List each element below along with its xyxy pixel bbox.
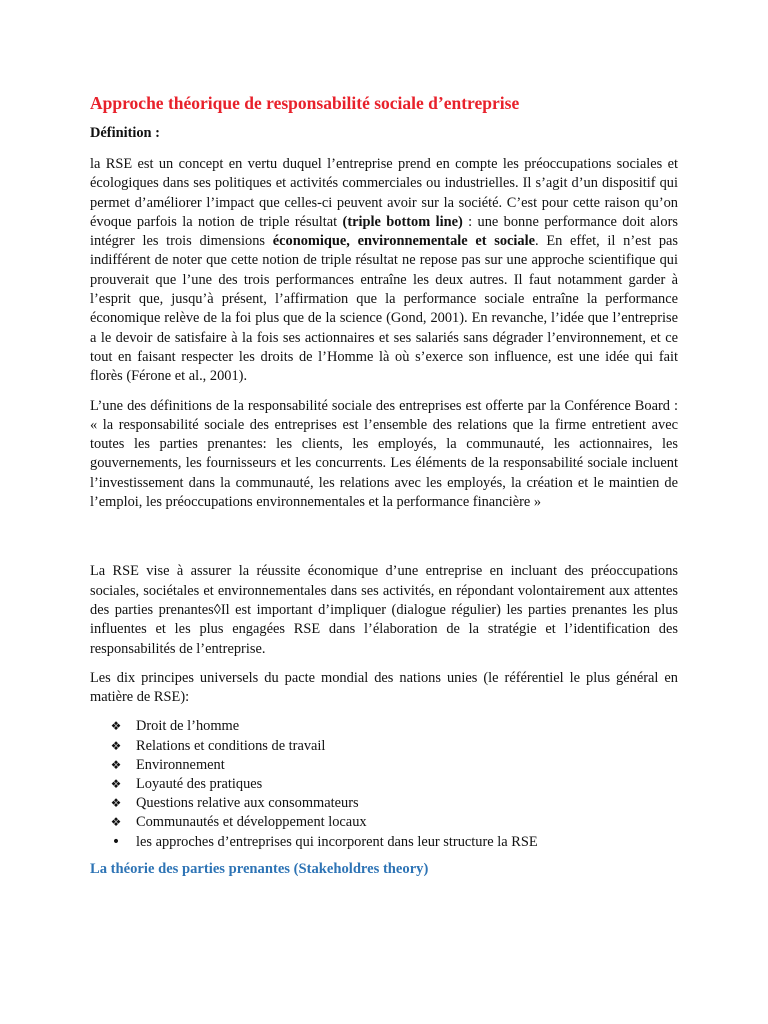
principle-item (108, 813, 678, 832)
principle-item (108, 756, 678, 775)
paragraph-rse-objective: La RSE vise à assurer la réussite économique d’une entreprise en incluant des préoccupations sociales, sociétales et environnementales dans ses activités, en répondant volontairement aux attentes des parties prenantes◊Il est important d’impliquer (dialogue régulier) les parties prenantes les plus influentes et les plus engagées RSE dans l’élaboration de la stratégie et l’identification des responsabilités de l’entreprise. (90, 563, 678, 657)
principles-list (90, 717, 678, 851)
paragraph1-bold-2: économique, environnementale et sociale (272, 233, 536, 250)
paragraph1-bold-1: (triple bottom line) (342, 213, 463, 230)
principle-text: Loyauté des pratiques (136, 776, 263, 793)
principle-text: Questions relative aux consommateurs (136, 795, 359, 812)
definition-label: Définition : (90, 125, 160, 141)
principle-item (108, 775, 678, 794)
diamond-bullet-icon: ❖ (110, 757, 122, 772)
principle-text: Communautés et développement locaux (136, 814, 367, 831)
principle-text: Relations et conditions de travail (136, 737, 326, 754)
bullet-dot-icon: • (111, 833, 121, 850)
paragraph1-text-2: : une bonne performance doit alors intégrer les trois dimensions (90, 213, 678, 250)
document-page (90, 92, 678, 879)
paragraph-definition (90, 155, 678, 387)
principle-item (108, 833, 678, 852)
principle-text: Environnement (136, 756, 225, 773)
diamond-bullet-icon: ❖ (110, 777, 122, 792)
diamond-bullet-icon: ❖ (110, 719, 122, 734)
paragraph1-text-1: la RSE est un concept en vertu duquel l’entreprise prend en compte les préoccupations sociales et écologiques dans ses politiques et activités commerciales ou industrielles. Il s’agit d’un dispositif qui permet d’améliorer l’impact que celles-ci peuvent avoir sur la société. C’est pour cette raison qu’on évoque parfois la notion de triple résultat (90, 156, 678, 230)
section-title: Approche théorique de responsabilité sociale d’entreprise (90, 93, 520, 113)
principle-text: Droit de l’homme (136, 718, 240, 735)
section-subtitle: La théorie des parties prenantes (Stakeholdres theory) (90, 860, 429, 877)
principle-item (108, 717, 678, 736)
principle-item (108, 737, 678, 756)
principle-text: les approches d’entreprises qui incorporent dans leur structure la RSE (136, 833, 538, 850)
principle-item (108, 794, 678, 813)
paragraph-conference-board: L’une des définitions de la responsabilité sociale des entreprises est offerte par la Conférence Board : « la responsabilité sociale des entreprises est l’ensemble des relations que la firme entretient avec toutes les parties prenantes: les clients, les employés, la communauté, les actionnaires, les gouvernements, les fournisseurs et les concurrents. Les éléments de la responsabilité sociale incluent l’investissement dans la communauté, les relations avec les employés, la création et le maintien de l’emploi, les préoccupations environnementales et la performance financière » (90, 397, 678, 511)
spacer (90, 522, 678, 562)
paragraph1-text-3: . En effet, il n’est pas indifférent de noter que cette notion de triple résultat ne repose pas sur une approche scientifique qui prouverait que l’une des trois performances entraîne les deux autres. Il faut notamment garder à l’esprit que, jusqu’à présent, l’affirmation que la performance sociale entraîne la performance économique relève de la foi plus que de la science (Gond, 2001). En revanche, l’idée que l’entreprise a le devoir de satisfaire à la fois ses actionnaires et ses salariés sans dégrader l’environnement, et ce tout en faisant respecter les droits de l’Homme là où s’exerce son influence, est une idée qui fait florès (Férone et al., 2001). (90, 233, 679, 385)
paragraph-principles-intro: Les dix principes universels du pacte mondial des nations unies (le référentiel le plus général en matière de RSE): (90, 669, 678, 706)
diamond-bullet-icon: ❖ (110, 796, 122, 811)
diamond-bullet-icon: ❖ (110, 815, 122, 830)
diamond-bullet-icon: ❖ (110, 738, 122, 753)
